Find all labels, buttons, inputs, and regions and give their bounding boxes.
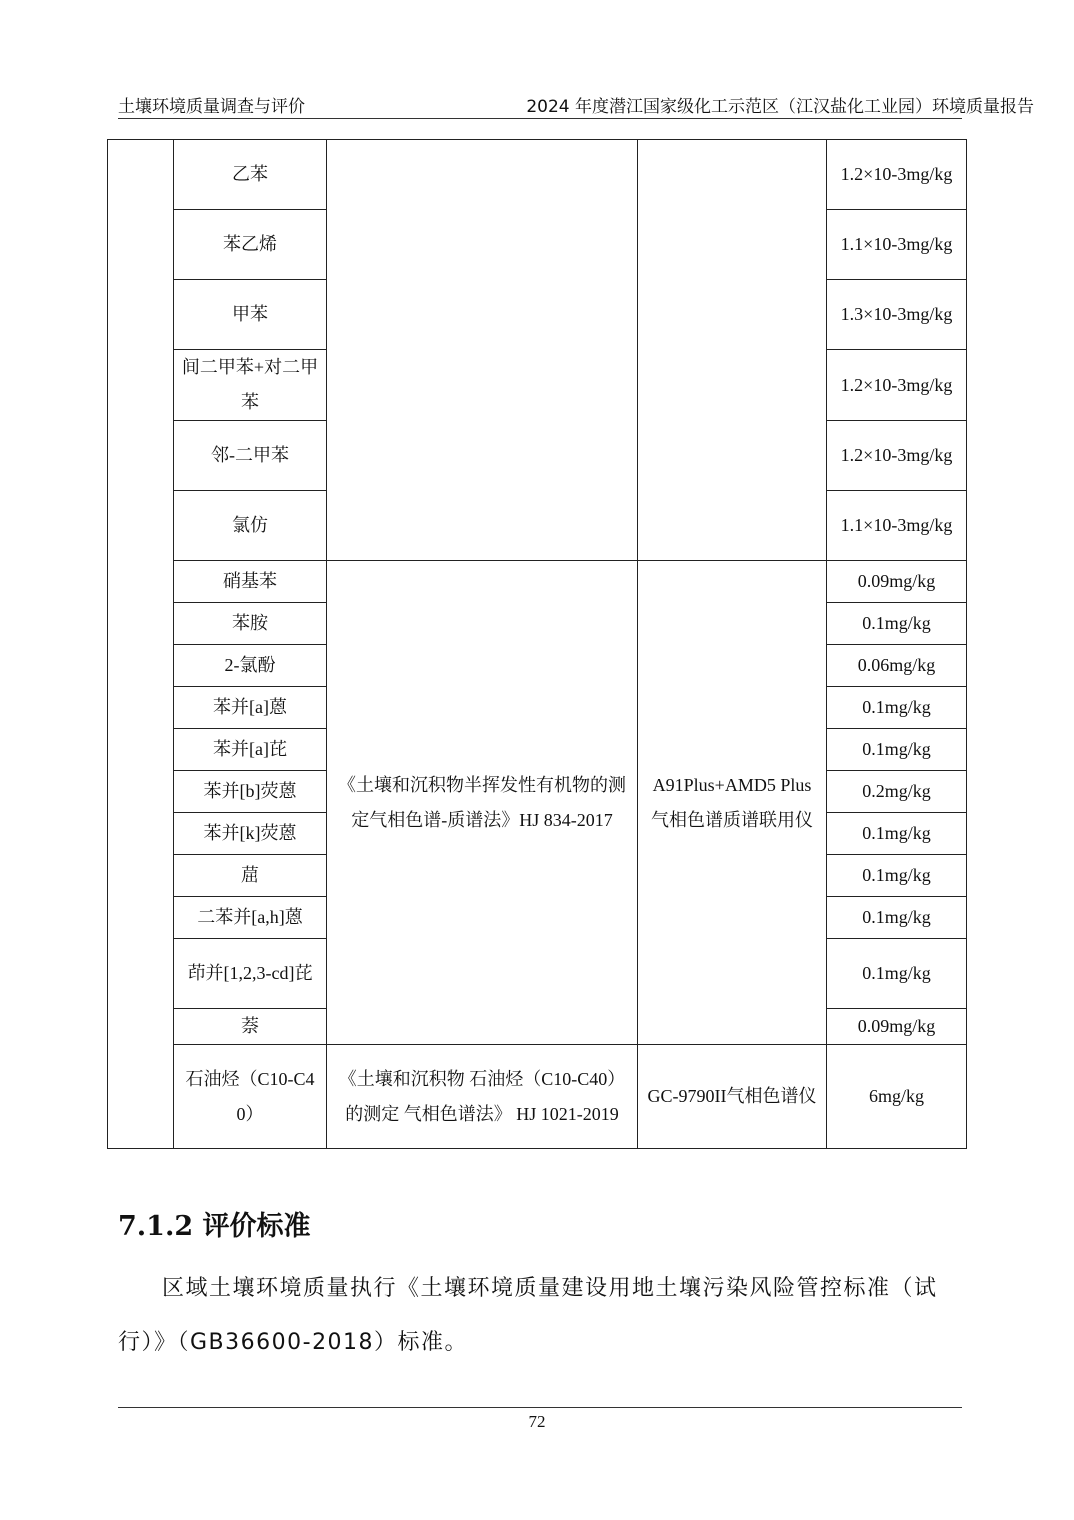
- section-heading: 7.1.2 评价标准: [118, 1211, 311, 1242]
- limit-cell: 0.1mg/kg: [827, 897, 967, 939]
- limit-cell: 0.09mg/kg: [827, 561, 967, 603]
- analyte-cell: 乙苯: [174, 140, 327, 210]
- analyte-cell: 苯并[a]芘: [174, 729, 327, 771]
- limit-cell: 0.1mg/kg: [827, 729, 967, 771]
- footer-divider: [118, 1407, 962, 1408]
- category-cell: [108, 140, 174, 1149]
- analyte-cell: 苯胺: [174, 603, 327, 645]
- analyte-cell: 甲苯: [174, 280, 327, 350]
- analyte-cell: 䓛: [174, 855, 327, 897]
- method-cell-svoc: 《土壤和沉积物半挥发性有机物的测定气相色谱-质谱法》HJ 834-2017: [327, 561, 638, 1045]
- analyte-cell: 苯并[k]荧蒽: [174, 813, 327, 855]
- method-cell-tph: 《土壤和沉积物 石油烃（C10-C40）的测定 气相色谱法》 HJ 1021-2019: [327, 1045, 638, 1149]
- table-row: [108, 140, 967, 210]
- header-right-title: 2024 年度潜江国家级化工示范区（江汉盐化工业园）环境质量报告: [526, 97, 1034, 117]
- limit-cell: 1.2×10-3mg/kg: [827, 350, 967, 421]
- limit-cell: 1.2×10-3mg/kg: [827, 421, 967, 491]
- analyte-cell: 间二甲苯+对二甲苯: [174, 350, 327, 421]
- limit-cell: 0.1mg/kg: [827, 813, 967, 855]
- header-left-title: 土壤环境质量调查与评价: [118, 97, 305, 117]
- method-cell-voc: [327, 140, 638, 561]
- limit-cell: 1.1×10-3mg/kg: [827, 491, 967, 561]
- detection-limit-table: [107, 139, 967, 1149]
- section-paragraph: 区域土壤环境质量执行《土壤环境质量建设用地土壤污染风险管控标准（试行）》（GB36600-2018）标准。: [118, 1276, 938, 1355]
- analyte-cell: 邻-二甲苯: [174, 421, 327, 491]
- limit-cell: 0.2mg/kg: [827, 771, 967, 813]
- analyte-cell: 石油烃（C10-C40）: [174, 1045, 327, 1149]
- limit-cell: 0.1mg/kg: [827, 855, 967, 897]
- limit-cell: 0.1mg/kg: [827, 939, 967, 1009]
- limit-cell: 0.1mg/kg: [827, 687, 967, 729]
- limit-cell: 0.09mg/kg: [827, 1009, 967, 1045]
- analyte-cell: 二苯并[a,h]蒽: [174, 897, 327, 939]
- analyte-cell: 2-氯酚: [174, 645, 327, 687]
- instrument-cell-voc: [638, 140, 827, 561]
- analyte-cell: 茚并[1,2,3-cd]芘: [174, 939, 327, 1009]
- limit-cell: 6mg/kg: [827, 1045, 967, 1149]
- instrument-cell-tph: GC-9790II气相色谱仪: [638, 1045, 827, 1149]
- header-divider: [118, 118, 962, 119]
- analyte-cell: 氯仿: [174, 491, 327, 561]
- instrument-cell-svoc: A91Plus+AMD5 Plus 气相色谱质谱联用仪: [638, 561, 827, 1045]
- table-row: [108, 1045, 967, 1149]
- limit-cell: 1.1×10-3mg/kg: [827, 210, 967, 280]
- analyte-cell: 苯并[a]蒽: [174, 687, 327, 729]
- limit-cell: 0.06mg/kg: [827, 645, 967, 687]
- page-number: 72: [528, 1412, 546, 1431]
- analyte-cell: 苯乙烯: [174, 210, 327, 280]
- limit-cell: 1.3×10-3mg/kg: [827, 280, 967, 350]
- analyte-cell: 硝基苯: [174, 561, 327, 603]
- limit-cell: 1.2×10-3mg/kg: [827, 140, 967, 210]
- table-row: [108, 561, 967, 603]
- analyte-cell: 萘: [174, 1009, 327, 1045]
- analyte-cell: 苯并[b]荧蒽: [174, 771, 327, 813]
- limit-cell: 0.1mg/kg: [827, 603, 967, 645]
